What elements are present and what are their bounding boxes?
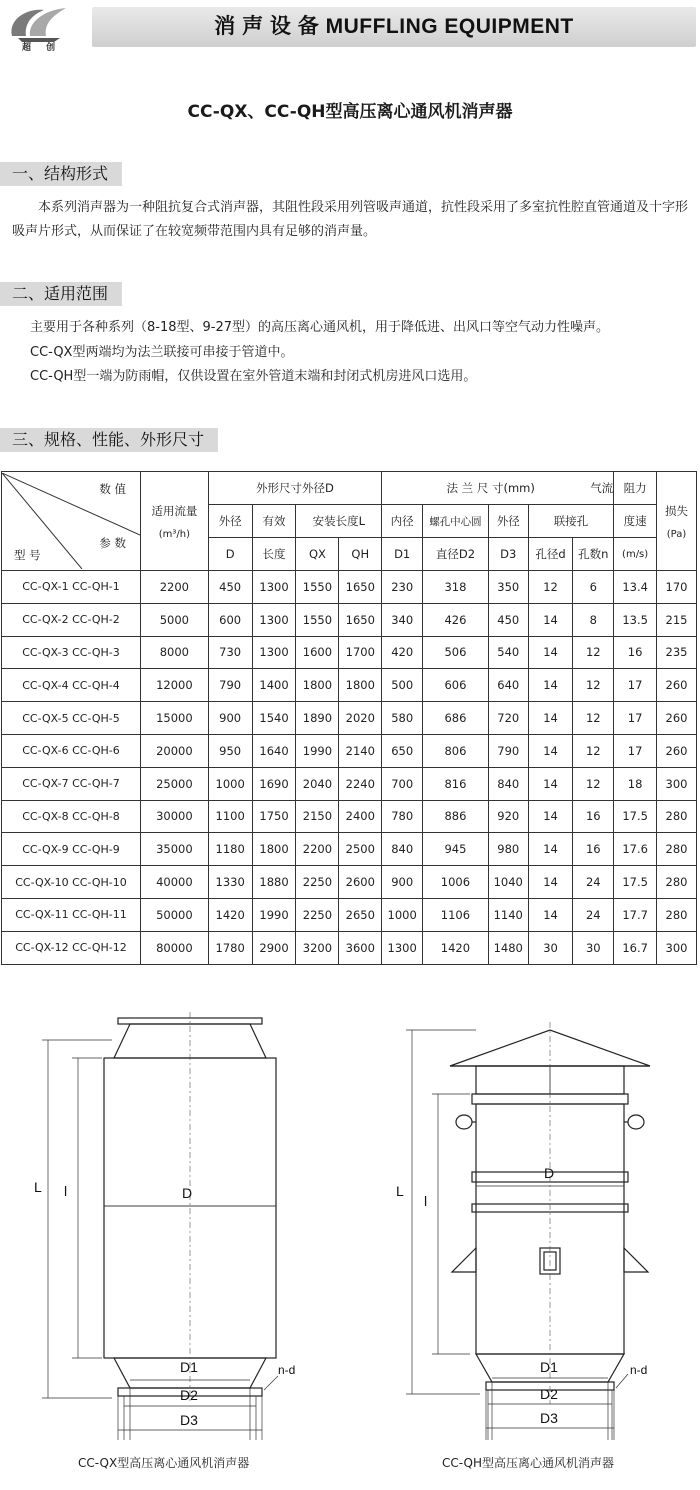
cell-hole-n: 12 xyxy=(573,734,614,767)
d1-sub: D1 xyxy=(382,538,423,571)
cell-outer-d: 600 xyxy=(208,603,252,636)
flange-label: 法 兰 尺 寸(mm) xyxy=(446,481,535,495)
cell-air-speed: 17 xyxy=(614,702,657,735)
cell-pressure-loss: 300 xyxy=(657,767,697,800)
cell-install-qx: 2150 xyxy=(296,800,339,833)
structure-text: 本系列消声器为一种阻抗复合式消声器，其阻性段采用列管吸声通道，抗性段采用了多室抗性腔直管通道及十字形吸声片形式，从而保证了在较宽频带范围内具有足够的消声量。 xyxy=(12,200,689,239)
d2-label: 螺孔中心圆 xyxy=(423,505,489,538)
d1-label: 内径 xyxy=(382,505,423,538)
cell-install-qh: 2500 xyxy=(339,833,382,866)
cell-install-qh: 3600 xyxy=(339,931,382,964)
cell-model: CC-QX-5 CC-QH-5 xyxy=(2,702,141,735)
corner-params-label: 参 数 xyxy=(99,536,126,550)
cell-install-qh: 2600 xyxy=(339,866,382,899)
cell-flange-d1: 230 xyxy=(382,571,423,604)
cell-pressure-loss: 280 xyxy=(657,800,697,833)
cell-flow: 35000 xyxy=(141,833,209,866)
cell-flange-d2: 1006 xyxy=(423,866,489,899)
cell-flange-d1: 580 xyxy=(382,702,423,735)
cell-hole-n: 12 xyxy=(573,767,614,800)
cell-hole-n: 12 xyxy=(573,636,614,669)
cell-hole-d: 30 xyxy=(528,931,573,964)
cell-outer-d: 1420 xyxy=(208,898,252,931)
cell-flange-d3: 1040 xyxy=(488,866,528,899)
cell-flange-d1: 700 xyxy=(382,767,423,800)
cell-flow: 40000 xyxy=(141,866,209,899)
section-heading-structure: 一、结构形式 xyxy=(0,162,122,186)
cell-pressure-loss: 300 xyxy=(657,931,697,964)
cell-outer-d: 1000 xyxy=(208,767,252,800)
cell-flange-d3: 640 xyxy=(488,669,528,702)
cell-hole-n: 24 xyxy=(573,898,614,931)
resist-label: 阻力 xyxy=(614,472,657,505)
loss-header xyxy=(657,472,697,571)
table-row xyxy=(2,800,697,833)
qx-label-nd: n-d xyxy=(278,1363,296,1377)
qh-label-D2: D2 xyxy=(540,1386,558,1402)
cell-flange-d3: 540 xyxy=(488,636,528,669)
table-row xyxy=(2,571,697,604)
cell-pressure-loss: 260 xyxy=(657,702,697,735)
cell-pressure-loss: 235 xyxy=(657,636,697,669)
cell-install-qx: 1550 xyxy=(296,603,339,636)
install-length-label: 安装长度L xyxy=(296,505,382,538)
cell-install-qx: 2040 xyxy=(296,767,339,800)
qx-label-D2: D2 xyxy=(180,1387,198,1403)
cell-flange-d3: 790 xyxy=(488,734,528,767)
qh-label-D3: D3 xyxy=(540,1410,558,1426)
cell-flange-d2: 1106 xyxy=(423,898,489,931)
qh-label: QH xyxy=(339,538,382,571)
cell-flow: 20000 xyxy=(141,734,209,767)
cell-outer-d: 950 xyxy=(208,734,252,767)
cell-install-qx: 3200 xyxy=(296,931,339,964)
cell-flow: 8000 xyxy=(141,636,209,669)
loss-label: 损失 xyxy=(665,503,689,518)
qx-caption: CC-QX型高压离心通风机消声器 xyxy=(78,1456,250,1470)
qx-label: QX xyxy=(296,538,339,571)
cell-model: CC-QX-4 CC-QH-4 xyxy=(2,669,141,702)
cell-hole-n: 12 xyxy=(573,702,614,735)
cell-flow: 25000 xyxy=(141,767,209,800)
cell-flange-d3: 920 xyxy=(488,800,528,833)
cell-hole-d: 12 xyxy=(528,571,573,604)
cell-install-qx: 2200 xyxy=(296,833,339,866)
cell-effective-length: 1300 xyxy=(252,636,296,669)
flange-header xyxy=(382,472,614,505)
cell-effective-length: 1800 xyxy=(252,833,296,866)
cell-air-speed: 17 xyxy=(614,669,657,702)
cell-flange-d1: 650 xyxy=(382,734,423,767)
cell-flange-d1: 780 xyxy=(382,800,423,833)
cell-flange-d1: 420 xyxy=(382,636,423,669)
cell-install-qh: 2400 xyxy=(339,800,382,833)
holes-label: 联接孔 xyxy=(528,505,614,538)
corner-values-label: 数 值 xyxy=(99,482,126,496)
cell-flange-d3: 450 xyxy=(488,603,528,636)
cell-air-speed: 18 xyxy=(614,767,657,800)
cell-model: CC-QX-3 CC-QH-3 xyxy=(2,636,141,669)
cell-pressure-loss: 170 xyxy=(657,571,697,604)
qh-label-nd: n-d xyxy=(630,1363,648,1377)
application-line-2: CC-QX型两端均为法兰联接可串接于管道中。 xyxy=(30,345,294,360)
cell-outer-d: 1330 xyxy=(208,866,252,899)
cell-hole-n: 16 xyxy=(573,800,614,833)
cell-flange-d2: 606 xyxy=(423,669,489,702)
d3-label: 外径 xyxy=(488,505,528,538)
cell-hole-d: 14 xyxy=(528,603,573,636)
section-heading-specs: 三、规格、性能、外形尺寸 xyxy=(0,428,218,452)
flow-header xyxy=(141,472,209,571)
cell-install-qh: 2240 xyxy=(339,767,382,800)
cell-hole-d: 14 xyxy=(528,833,573,866)
cell-hole-n: 16 xyxy=(573,833,614,866)
cell-install-qx: 1890 xyxy=(296,702,339,735)
cell-flange-d2: 1420 xyxy=(423,931,489,964)
cell-air-speed: 17.5 xyxy=(614,800,657,833)
cell-flange-d1: 900 xyxy=(382,866,423,899)
cell-hole-d: 14 xyxy=(528,702,573,735)
flow-label: 适用流量 xyxy=(151,503,198,518)
cell-hole-d: 14 xyxy=(528,734,573,767)
cell-model: CC-QX-7 CC-QH-7 xyxy=(2,767,141,800)
cell-outer-d: 900 xyxy=(208,702,252,735)
cell-flow: 50000 xyxy=(141,898,209,931)
cell-pressure-loss: 280 xyxy=(657,898,697,931)
cell-flange-d2: 426 xyxy=(423,603,489,636)
cell-model: CC-QX-8 CC-QH-8 xyxy=(2,800,141,833)
cell-model: CC-QX-12 CC-QH-12 xyxy=(2,931,141,964)
cell-hole-n: 6 xyxy=(573,571,614,604)
cell-hole-d: 14 xyxy=(528,636,573,669)
header-title: 消 声 设 备 MUFFLING EQUIPMENT xyxy=(214,15,574,38)
hole-n-label: 孔数n xyxy=(573,538,614,571)
cell-air-speed: 17.7 xyxy=(614,898,657,931)
cell-flange-d1: 1300 xyxy=(382,931,423,964)
qh-drawing xyxy=(380,1010,690,1450)
cell-flange-d2: 886 xyxy=(423,800,489,833)
cell-flange-d3: 350 xyxy=(488,571,528,604)
cell-air-speed: 16 xyxy=(614,636,657,669)
application-line-3: CC-QH型一端为防雨帽，仅供设置在室外管道末端和封闭式机房进风口选用。 xyxy=(30,369,477,384)
document-title: CC-QX、CC-QH型高压离心通风机消声器 xyxy=(187,102,513,122)
cell-flow: 30000 xyxy=(141,800,209,833)
cell-install-qx: 1550 xyxy=(296,571,339,604)
cell-effective-length: 1300 xyxy=(252,571,296,604)
cell-outer-d: 1100 xyxy=(208,800,252,833)
cell-flange-d2: 318 xyxy=(423,571,489,604)
qx-label-D1: D1 xyxy=(180,1359,198,1375)
cell-air-speed: 17.6 xyxy=(614,833,657,866)
table-row xyxy=(2,603,697,636)
cell-hole-d: 14 xyxy=(528,669,573,702)
table-row xyxy=(2,734,697,767)
cell-install-qh: 2140 xyxy=(339,734,382,767)
cell-hole-n: 8 xyxy=(573,603,614,636)
effective-label: 有效 xyxy=(252,505,296,538)
cell-install-qx: 2250 xyxy=(296,866,339,899)
cell-effective-length: 2900 xyxy=(252,931,296,964)
qx-label-L: L xyxy=(34,1179,42,1195)
table-corner-cell xyxy=(2,472,141,571)
cell-hole-d: 14 xyxy=(528,767,573,800)
cell-flange-d1: 500 xyxy=(382,669,423,702)
speed-unit: (m/s) xyxy=(614,538,657,571)
qh-label-D: D xyxy=(544,1165,555,1181)
cell-pressure-loss: 280 xyxy=(657,833,697,866)
cell-pressure-loss: 260 xyxy=(657,734,697,767)
cell-flange-d1: 840 xyxy=(382,833,423,866)
cell-hole-d: 14 xyxy=(528,898,573,931)
cell-model: CC-QX-10 CC-QH-10 xyxy=(2,866,141,899)
cell-effective-length: 1990 xyxy=(252,898,296,931)
cell-pressure-loss: 260 xyxy=(657,669,697,702)
cell-hole-d: 14 xyxy=(528,866,573,899)
spec-table-body xyxy=(2,571,697,965)
outer-d-label: 外径 xyxy=(208,505,252,538)
cell-install-qx: 2250 xyxy=(296,898,339,931)
corner-model-label: 型 号 xyxy=(14,548,41,562)
cell-install-qh: 1650 xyxy=(339,571,382,604)
logo-text: 超 创 xyxy=(22,43,62,53)
cell-effective-length: 1540 xyxy=(252,702,296,735)
cell-outer-d: 1780 xyxy=(208,931,252,964)
cell-effective-length: 1640 xyxy=(252,734,296,767)
cell-model: CC-QX-2 CC-QH-2 xyxy=(2,603,141,636)
cell-effective-length: 1690 xyxy=(252,767,296,800)
outer-dim-header: 外形尺寸外径D xyxy=(208,472,382,505)
cell-air-speed: 13.5 xyxy=(614,603,657,636)
cell-flange-d3: 840 xyxy=(488,767,528,800)
cell-outer-d: 790 xyxy=(208,669,252,702)
cell-hole-n: 30 xyxy=(573,931,614,964)
cell-outer-d: 450 xyxy=(208,571,252,604)
cell-flow: 5000 xyxy=(141,603,209,636)
qh-label-D1: D1 xyxy=(540,1359,558,1375)
cell-flange-d2: 806 xyxy=(423,734,489,767)
cell-install-qx: 1990 xyxy=(296,734,339,767)
cell-flange-d2: 506 xyxy=(423,636,489,669)
table-row xyxy=(2,931,697,964)
cell-hole-n: 24 xyxy=(573,866,614,899)
cell-install-qx: 1600 xyxy=(296,636,339,669)
cell-model: CC-QX-1 CC-QH-1 xyxy=(2,571,141,604)
table-row xyxy=(2,669,697,702)
loss-unit: (Pa) xyxy=(666,528,687,540)
cell-flange-d2: 816 xyxy=(423,767,489,800)
cell-effective-length: 1400 xyxy=(252,669,296,702)
cell-hole-n: 12 xyxy=(573,669,614,702)
cell-install-qh: 1800 xyxy=(339,669,382,702)
cell-effective-length: 1300 xyxy=(252,603,296,636)
cell-hole-d: 14 xyxy=(528,800,573,833)
table-row xyxy=(2,833,697,866)
cell-air-speed: 13.4 xyxy=(614,571,657,604)
airflow-label: 气流 xyxy=(590,481,614,495)
qx-label-l: l xyxy=(64,1183,68,1199)
application-line-1: 主要用于各种系列（8-18型、9-27型）的高压离心通风机，用于降低进、出风口等空气动力性噪声。 xyxy=(30,320,610,335)
cell-air-speed: 17.5 xyxy=(614,866,657,899)
cell-flange-d1: 1000 xyxy=(382,898,423,931)
section-heading-application: 二、适用范围 xyxy=(0,282,122,306)
cell-model: CC-QX-9 CC-QH-9 xyxy=(2,833,141,866)
cell-flange-d3: 720 xyxy=(488,702,528,735)
hole-d-label: 孔径d xyxy=(528,538,573,571)
cell-outer-d: 1180 xyxy=(208,833,252,866)
outer-d-sub: D xyxy=(208,538,252,571)
cell-flow: 12000 xyxy=(141,669,209,702)
cell-install-qh: 2020 xyxy=(339,702,382,735)
cell-effective-length: 1750 xyxy=(252,800,296,833)
d3-sub: D3 xyxy=(488,538,528,571)
qh-label-l: l xyxy=(424,1193,428,1209)
cell-flow: 15000 xyxy=(141,702,209,735)
qh-label-L: L xyxy=(396,1183,404,1199)
table-row xyxy=(2,866,697,899)
cell-pressure-loss: 215 xyxy=(657,603,697,636)
flow-unit: (m³/h) xyxy=(158,528,190,540)
cell-flow: 80000 xyxy=(141,931,209,964)
cell-install-qh: 1650 xyxy=(339,603,382,636)
cell-flow: 2200 xyxy=(141,571,209,604)
qx-label-D: D xyxy=(182,1185,193,1201)
cell-flange-d2: 686 xyxy=(423,702,489,735)
qx-drawing xyxy=(20,1010,320,1450)
qh-caption: CC-QH型高压离心通风机消声器 xyxy=(442,1456,614,1470)
cell-flange-d1: 340 xyxy=(382,603,423,636)
table-row xyxy=(2,636,697,669)
cell-model: CC-QX-6 CC-QH-6 xyxy=(2,734,141,767)
cell-model: CC-QX-11 CC-QH-11 xyxy=(2,898,141,931)
spec-table xyxy=(1,471,697,965)
speed-label: 度速 xyxy=(614,505,657,538)
qx-label-D3: D3 xyxy=(180,1412,198,1428)
cell-pressure-loss: 280 xyxy=(657,866,697,899)
table-row xyxy=(2,767,697,800)
table-row xyxy=(2,898,697,931)
page-header xyxy=(0,0,700,58)
table-row xyxy=(2,702,697,735)
cell-flange-d3: 980 xyxy=(488,833,528,866)
cell-air-speed: 16.7 xyxy=(614,931,657,964)
d2-sub: 直径D2 xyxy=(423,538,489,571)
cell-flange-d3: 1480 xyxy=(488,931,528,964)
effective-sub: 长度 xyxy=(252,538,296,571)
cell-flange-d3: 1140 xyxy=(488,898,528,931)
cell-install-qh: 2650 xyxy=(339,898,382,931)
cell-flange-d2: 945 xyxy=(423,833,489,866)
cell-air-speed: 17 xyxy=(614,734,657,767)
cell-outer-d: 730 xyxy=(208,636,252,669)
cell-effective-length: 1880 xyxy=(252,866,296,899)
cell-install-qh: 1700 xyxy=(339,636,382,669)
cell-install-qx: 1800 xyxy=(296,669,339,702)
